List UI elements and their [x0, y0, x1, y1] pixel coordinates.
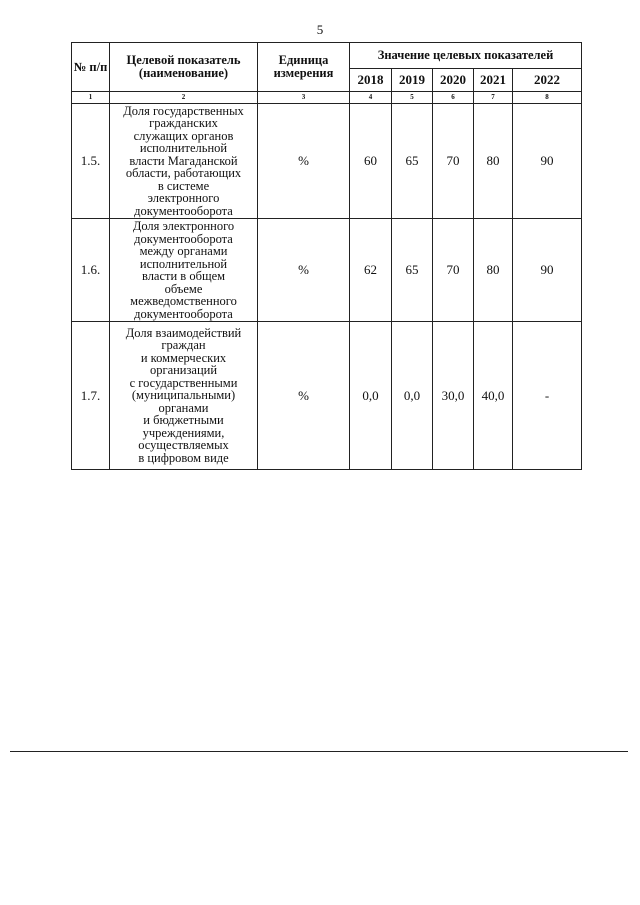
value-cell: 62 — [350, 219, 392, 322]
column-number: 7 — [474, 92, 513, 104]
indicator-name-line: Доля государственных — [123, 103, 244, 118]
indicator-name-line: органами — [158, 400, 209, 415]
column-number: 1 — [72, 92, 110, 104]
column-number: 2 — [110, 92, 258, 104]
indicator-name-line: электронного — [147, 191, 220, 206]
indicator-name-line: области, работающих — [125, 166, 242, 181]
header-year: 2020 — [433, 69, 474, 92]
indicator-name-line: с государственными — [129, 375, 238, 390]
indicator-name-line: в системе — [157, 178, 210, 193]
value-cell: 90 — [513, 219, 582, 322]
header-indicator — [110, 43, 258, 92]
indicator-name-line: организаций — [149, 363, 218, 378]
header-indicator-label: Целевой показатель (наименование) — [126, 53, 241, 80]
indicator-name-line: в цифровом виде — [138, 450, 229, 465]
indicator-name-line: осуществляемых — [138, 438, 229, 453]
header-unit — [258, 43, 350, 92]
table-row — [72, 104, 582, 219]
value-cell: 0,0 — [392, 322, 433, 470]
table-row — [72, 219, 582, 322]
indicator-name-line: межведомственного — [130, 294, 237, 308]
unit-cell: % — [258, 219, 350, 322]
indicator-name — [110, 104, 258, 219]
unit-cell: % — [258, 322, 350, 470]
header-year: 2021 — [474, 69, 513, 92]
value-cell: 80 — [474, 104, 513, 219]
header-unit-label: Единица измерения — [273, 53, 334, 80]
column-number: 4 — [350, 92, 392, 104]
unit-cell: % — [258, 104, 350, 219]
horizontal-divider — [10, 751, 628, 752]
indicator-name-line: Доля электронного — [132, 219, 235, 233]
header-values-group-label: Значение целевых показателей — [377, 48, 554, 62]
column-number: 3 — [258, 92, 350, 104]
indicator-name — [110, 322, 258, 470]
indicator-name-line: власти Магаданской — [129, 153, 238, 168]
value-cell: 70 — [433, 104, 474, 219]
value-cell: 0,0 — [350, 322, 392, 470]
value-cell: 40,0 — [474, 322, 513, 470]
header-values-group — [350, 43, 582, 69]
column-numbers-row — [72, 92, 582, 104]
value-cell: - — [513, 322, 582, 470]
header-num-label: № п/п — [73, 59, 108, 74]
indicator-name-line: между органами — [139, 244, 228, 258]
header-year: 2018 — [350, 69, 392, 92]
row-number: 1.6. — [72, 219, 110, 322]
indicator-name-line: и коммерческих — [140, 350, 227, 365]
row-number: 1.5. — [72, 104, 110, 219]
indicator-name-line: учреждениями, — [142, 425, 225, 440]
indicator-name-line: документооборота — [134, 231, 233, 246]
indicator-name-line: исполнительной — [139, 141, 228, 156]
indicator-name-line: (муниципальными) — [131, 388, 236, 403]
value-cell: 70 — [433, 219, 474, 322]
indicator-name-line: гражданских — [149, 116, 218, 131]
column-number: 6 — [433, 92, 474, 104]
value-cell: 30,0 — [433, 322, 474, 470]
value-cell: 80 — [474, 219, 513, 322]
target-indicators-table — [71, 42, 582, 470]
indicator-name-line: и бюджетными — [143, 413, 224, 428]
header-year: 2019 — [392, 69, 433, 92]
value-cell: 90 — [513, 104, 582, 219]
table-row — [72, 322, 582, 470]
indicator-name-line: документооборота — [134, 203, 233, 218]
indicator-name-line: объеме — [164, 281, 203, 296]
value-cell: 65 — [392, 219, 433, 322]
value-cell: 65 — [392, 104, 433, 219]
value-cell: 60 — [350, 104, 392, 219]
column-number: 5 — [392, 92, 433, 104]
header-year: 2022 — [513, 69, 582, 92]
row-number: 1.7. — [72, 322, 110, 470]
indicator-name-line: власти в общем — [141, 269, 226, 283]
column-number: 8 — [513, 92, 582, 104]
indicator-name — [110, 219, 258, 322]
indicator-name-line: граждан — [161, 338, 206, 353]
page-number: 5 — [316, 22, 324, 37]
header-num — [72, 43, 110, 92]
indicator-name-line: служащих органов — [133, 128, 234, 143]
indicator-name-line: исполнительной — [139, 256, 228, 271]
indicator-name-line: документооборота — [134, 306, 233, 321]
indicator-name-line: Доля взаимодействий — [125, 325, 242, 340]
